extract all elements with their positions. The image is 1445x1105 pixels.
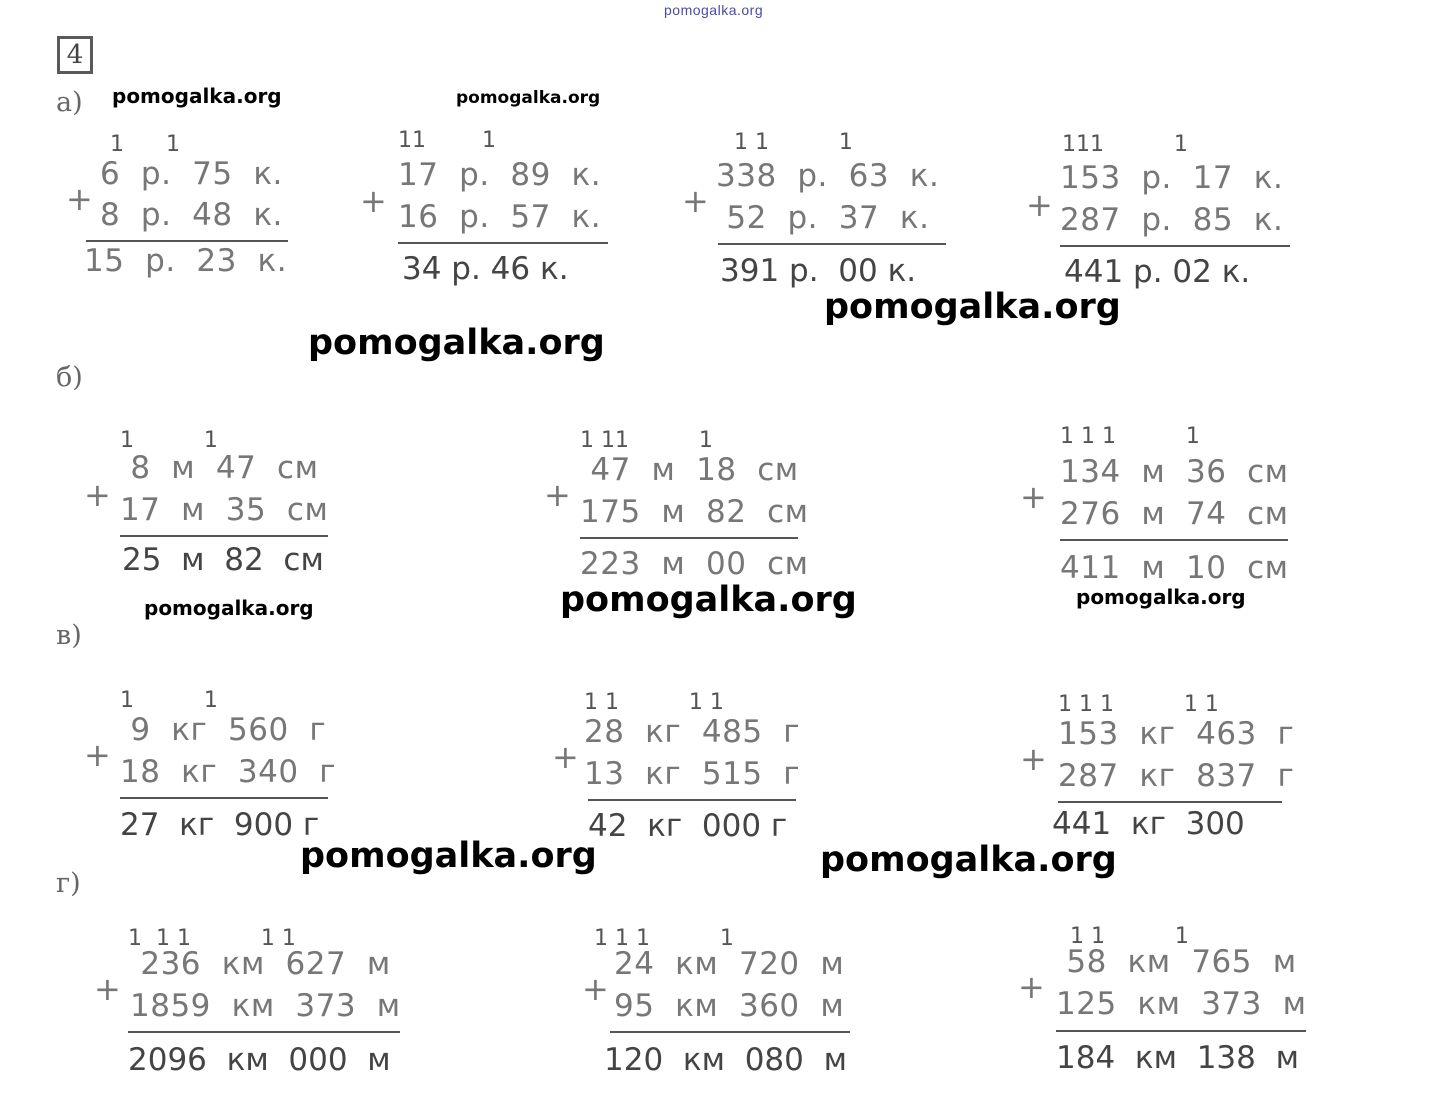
addend-2: 16 р. 57 к. bbox=[398, 199, 602, 235]
sum-result: 42 кг 000 г bbox=[588, 808, 788, 844]
plus-sign: + bbox=[1018, 968, 1045, 1006]
addend-2: 1859 км 373 м bbox=[130, 988, 401, 1024]
sum-line bbox=[120, 535, 328, 537]
carry-digits: 1 1 1 1 bbox=[584, 690, 724, 715]
addend-1: 338 р. 63 к. bbox=[716, 158, 940, 194]
addend-2: 125 км 373 м bbox=[1056, 986, 1307, 1022]
sum-result: 184 км 138 м bbox=[1056, 1040, 1299, 1076]
sum-result: 15 р. 23 к. bbox=[84, 243, 288, 279]
addend-1: 8 м 47 см bbox=[120, 450, 319, 486]
addend-1: 47 м 18 см bbox=[580, 452, 799, 488]
sum-result: 120 км 080 м bbox=[604, 1042, 847, 1078]
addend-1: 153 кг 463 г bbox=[1058, 716, 1295, 752]
sum-result: 411 м 10 см bbox=[1060, 550, 1289, 586]
addend-2: 175 м 82 см bbox=[580, 494, 809, 530]
plus-sign: + bbox=[1020, 740, 1047, 778]
plus-sign: + bbox=[682, 182, 709, 220]
sum-line bbox=[588, 799, 796, 801]
watermark: pomogalka.org bbox=[112, 84, 282, 108]
sum-line bbox=[580, 537, 798, 539]
sum-line bbox=[610, 1031, 850, 1033]
addend-1: 17 р. 89 к. bbox=[398, 157, 602, 193]
sum-result: 25 м 82 см bbox=[122, 542, 324, 578]
sum-line bbox=[120, 797, 328, 799]
carry-digits: 1 1 1 bbox=[1070, 924, 1189, 949]
carry-digits: 1 1 bbox=[120, 428, 218, 453]
watermark: pomogalka.org bbox=[824, 287, 1121, 327]
carry-digits: 1 11 1 bbox=[580, 428, 713, 453]
addend-2: 287 р. 85 к. bbox=[1060, 202, 1284, 238]
header-watermark: pomogalka.org bbox=[664, 2, 764, 18]
sum-result: 441 р. 02 к. bbox=[1064, 254, 1251, 290]
addend-1: 236 км 627 м bbox=[130, 946, 391, 982]
sum-result: 441 кг 300 bbox=[1052, 806, 1245, 842]
carry-digits: 1 1 1 1 1 bbox=[128, 926, 296, 951]
addend-2: 287 кг 837 г bbox=[1058, 758, 1295, 794]
plus-sign: + bbox=[360, 182, 387, 220]
watermark: pomogalka.org bbox=[300, 836, 597, 876]
carry-digits: 11 1 bbox=[398, 128, 496, 153]
section-label-v: в) bbox=[56, 620, 82, 651]
sum-result: 223 м 00 см bbox=[580, 546, 809, 582]
carry-digits: 1 1 1 1 bbox=[1060, 424, 1200, 449]
addend-2: 8 р. 48 к. bbox=[100, 197, 283, 233]
sum-line bbox=[1060, 245, 1290, 247]
addend-1: 134 м 36 см bbox=[1060, 454, 1289, 490]
addend-2: 52 р. 37 к. bbox=[716, 200, 930, 236]
sum-result: 34 р. 46 к. bbox=[402, 251, 569, 287]
addend-2: 95 км 360 м bbox=[614, 988, 845, 1024]
carry-digits: 1 1 1 bbox=[734, 130, 853, 155]
addend-1: 58 км 765 м bbox=[1056, 944, 1297, 980]
plus-sign: + bbox=[1026, 186, 1053, 224]
section-label-a: а) bbox=[56, 87, 83, 118]
plus-sign: + bbox=[544, 476, 571, 514]
sum-result: 391 р. 00 к. bbox=[720, 253, 917, 289]
watermark: pomogalka.org bbox=[144, 596, 314, 620]
watermark: pomogalka.org bbox=[820, 840, 1117, 880]
watermark: pomogalka.org bbox=[456, 88, 601, 108]
carry-digits: 1 1 1 1 1 bbox=[1058, 692, 1219, 717]
sum-line bbox=[1060, 539, 1288, 541]
plus-sign: + bbox=[552, 738, 579, 776]
addend-2: 18 кг 340 г bbox=[120, 754, 337, 790]
plus-sign: + bbox=[94, 970, 121, 1008]
carry-digits: 1 1 1 1 bbox=[594, 926, 734, 951]
sum-line bbox=[1056, 1030, 1306, 1032]
sum-line bbox=[128, 1031, 400, 1033]
addend-1: 28 кг 485 г bbox=[584, 714, 801, 750]
watermark: pomogalka.org bbox=[1076, 585, 1246, 609]
task-number-box: 4 bbox=[57, 36, 93, 74]
addend-1: 9 кг 560 г bbox=[120, 712, 327, 748]
plus-sign: + bbox=[582, 970, 609, 1008]
addend-2: 17 м 35 см bbox=[120, 492, 329, 528]
section-label-g: г) bbox=[56, 868, 81, 899]
sum-line bbox=[1058, 801, 1282, 803]
addend-2: 13 кг 515 г bbox=[584, 756, 801, 792]
sum-line bbox=[718, 243, 946, 245]
carry-digits: 111 1 bbox=[1062, 132, 1188, 157]
sum-line bbox=[398, 242, 608, 244]
plus-sign: + bbox=[84, 736, 111, 774]
sum-result: 27 кг 900 г bbox=[120, 807, 320, 843]
section-label-b: б) bbox=[56, 362, 83, 393]
addend-1: 24 км 720 м bbox=[614, 946, 845, 982]
addend-1: 153 р. 17 к. bbox=[1060, 160, 1284, 196]
plus-sign: + bbox=[1020, 478, 1047, 516]
plus-sign: + bbox=[66, 180, 93, 218]
addend-2: 276 м 74 см bbox=[1060, 496, 1289, 532]
watermark: pomogalka.org bbox=[308, 323, 605, 363]
carry-digits: 1 1 bbox=[110, 132, 180, 157]
carry-digits: 1 1 bbox=[120, 688, 218, 713]
plus-sign: + bbox=[84, 476, 111, 514]
watermark: pomogalka.org bbox=[560, 580, 857, 620]
addend-1: 6 р. 75 к. bbox=[100, 156, 283, 192]
sum-line bbox=[86, 240, 288, 242]
sum-result: 2096 км 000 м bbox=[128, 1042, 391, 1078]
